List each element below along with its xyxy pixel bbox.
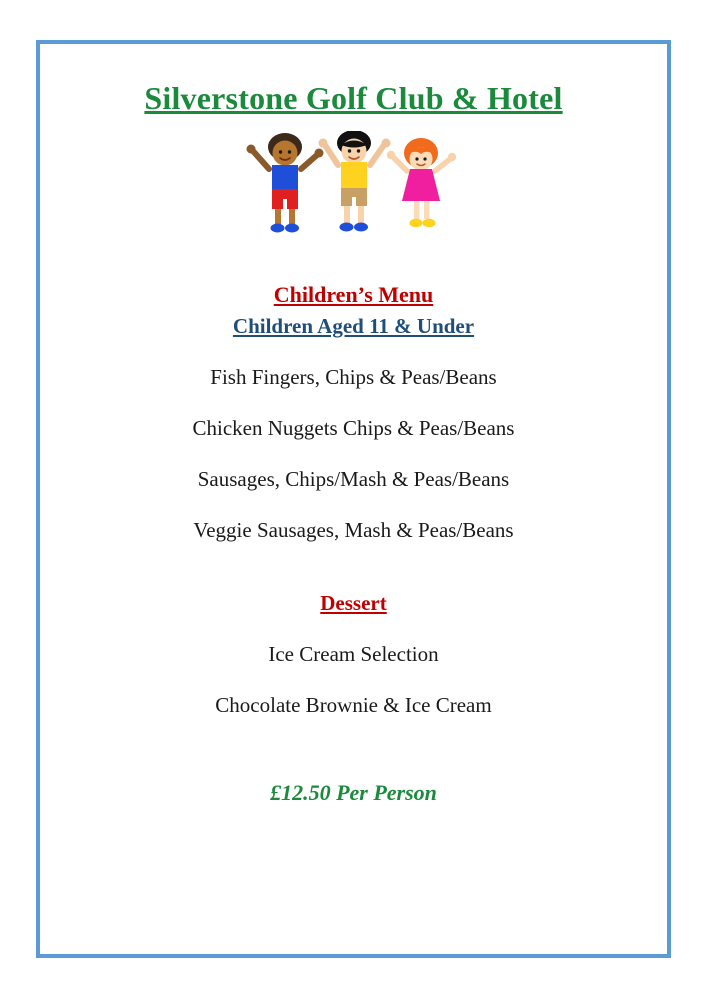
price-line: £12.50 Per Person (270, 780, 437, 805)
dessert-list (40, 616, 667, 718)
list-item: Chocolate Brownie & Ice Cream (215, 693, 492, 717)
main-course-list (40, 339, 667, 543)
menu-heading: Children’s Menu (273, 282, 434, 307)
page-title: Silverstone Golf Club & Hotel (144, 80, 563, 116)
list-item: Chicken Nuggets Chips & Peas/Beans (192, 416, 515, 440)
list-item: Fish Fingers, Chips & Peas/Beans (210, 365, 497, 389)
three-children-illustration (239, 131, 469, 246)
list-item: Ice Cream Selection (268, 642, 439, 666)
list-item: Veggie Sausages, Mash & Peas/Beans (193, 518, 514, 542)
list-item: Sausages, Chips/Mash & Peas/Beans (197, 467, 510, 491)
dessert-heading: Dessert (320, 591, 387, 615)
menu-content (40, 44, 667, 954)
age-note: Children Aged 11 & Under (232, 314, 475, 338)
